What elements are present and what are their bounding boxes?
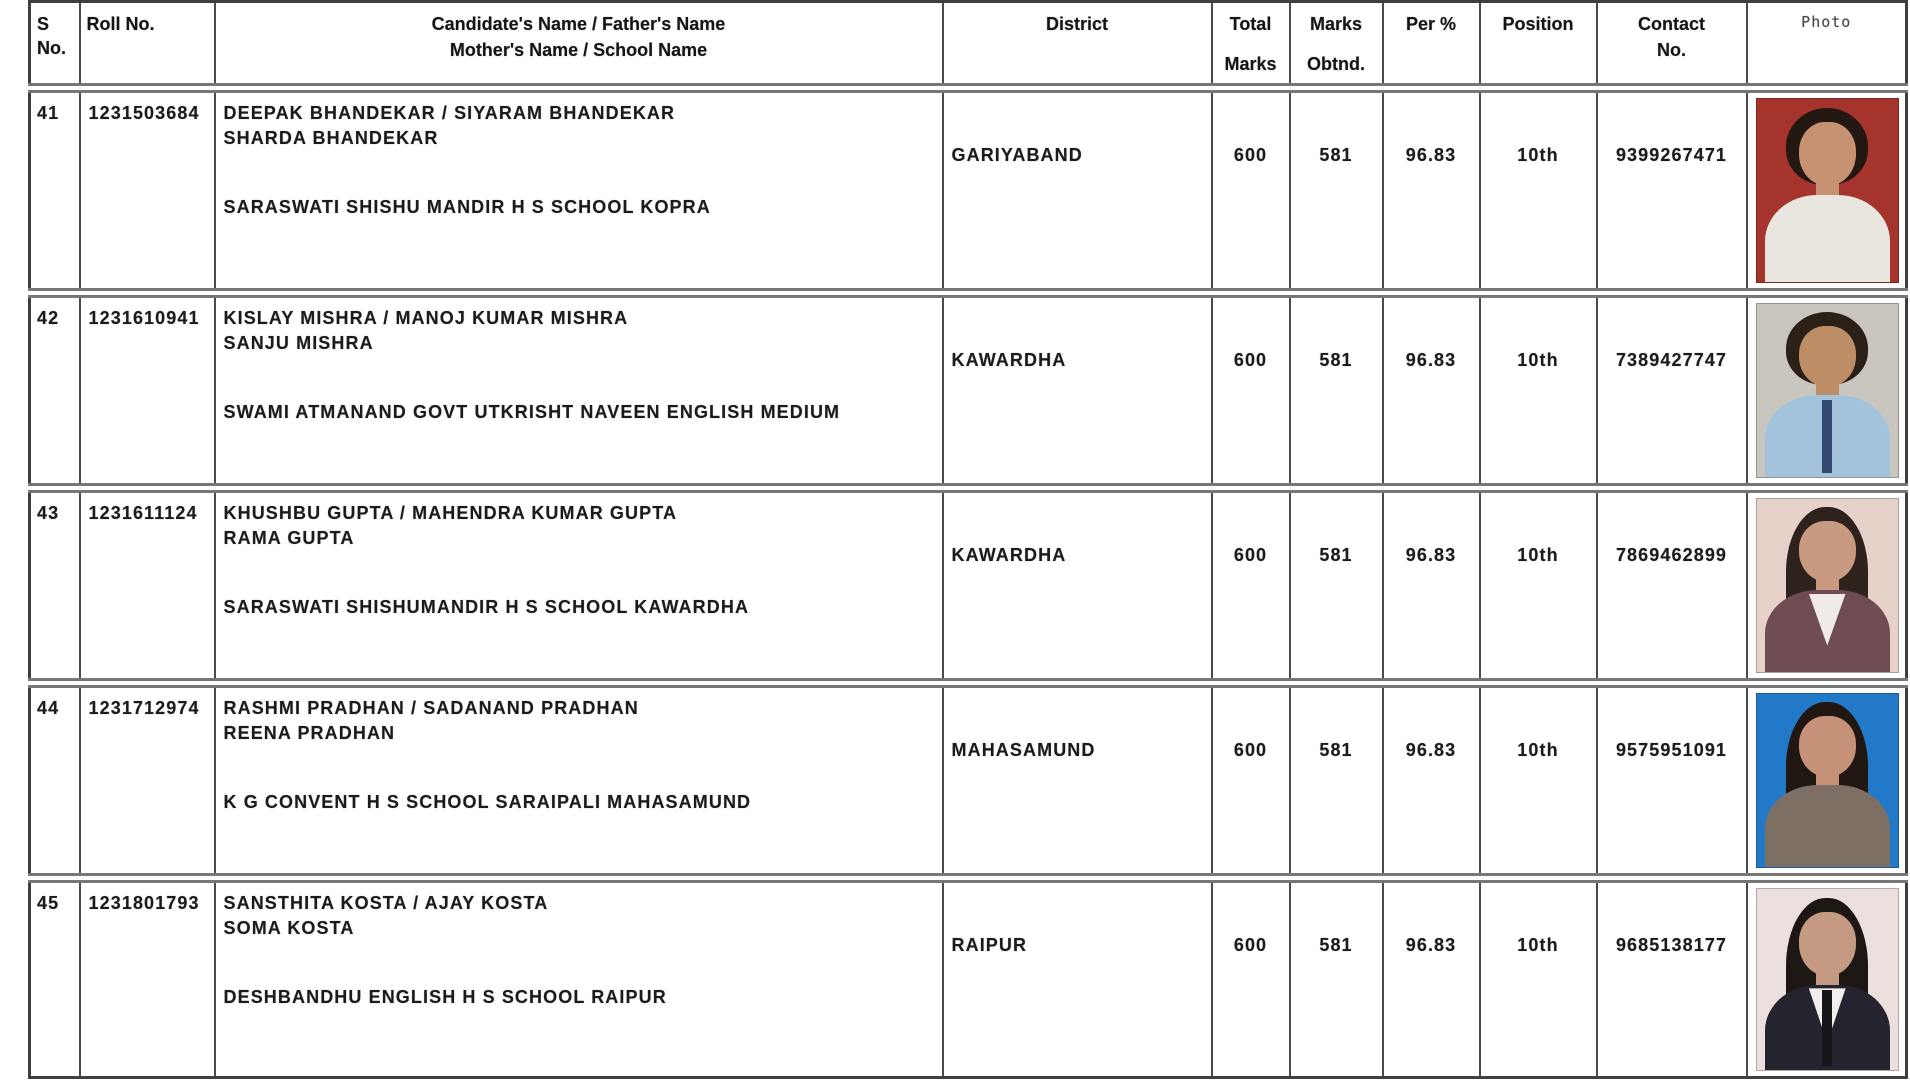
candidate-photo xyxy=(1756,498,1900,673)
district: MAHASAMUND xyxy=(943,683,1212,878)
percentage: 96.83 xyxy=(1383,293,1480,488)
serial-number: 43 xyxy=(30,488,80,683)
marks-obtained: 581 xyxy=(1290,488,1383,683)
roll-number: 1231611124 xyxy=(80,488,215,683)
school-name: SARASWATI SHISHU MANDIR H S SCHOOL KOPRA xyxy=(223,196,711,217)
result-row xyxy=(30,488,1907,683)
contact-number: 7869462899 xyxy=(1597,488,1747,683)
col-header-sno: S No. xyxy=(30,2,80,88)
photo-tie xyxy=(1822,595,1832,668)
position: 10th xyxy=(1480,88,1597,293)
header-row xyxy=(30,2,1907,88)
mother-name: RAMA GUPTA xyxy=(223,527,355,548)
percentage: 96.83 xyxy=(1383,488,1480,683)
photo-cell xyxy=(1747,878,1907,1078)
candidate-details xyxy=(215,488,943,683)
position: 10th xyxy=(1480,683,1597,878)
school-name: SARASWATI SHISHUMANDIR H S SCHOOL KAWARDHA xyxy=(223,596,750,617)
mother-name: SHARDA BHANDEKAR xyxy=(223,127,439,148)
mother-name: REENA PRADHAN xyxy=(223,722,396,743)
position: 10th xyxy=(1480,488,1597,683)
district: KAWARDHA xyxy=(943,293,1212,488)
col-header-position: Position xyxy=(1480,2,1597,88)
candidate-photo xyxy=(1756,303,1900,478)
photo-cell xyxy=(1747,488,1907,683)
col-header-total-line2: Marks xyxy=(1224,54,1277,75)
school-name: DESHBANDHU ENGLISH H S SCHOOL RAIPUR xyxy=(223,986,667,1007)
contact-number: 9575951091 xyxy=(1597,683,1747,878)
district: RAIPUR xyxy=(943,878,1212,1078)
candidate-details xyxy=(215,88,943,293)
district: GARIYABAND xyxy=(943,88,1212,293)
col-header-total-marks xyxy=(1212,2,1290,88)
candidate-details xyxy=(215,878,943,1078)
candidate-father-name: KHUSHBU GUPTA / MAHENDRA KUMAR GUPTA xyxy=(223,502,678,523)
roll-number: 1231801793 xyxy=(80,878,215,1078)
result-row xyxy=(30,878,1907,1078)
candidate-photo xyxy=(1756,693,1900,868)
col-header-district: District xyxy=(943,2,1212,88)
serial-number: 45 xyxy=(30,878,80,1078)
contact-number: 9399267471 xyxy=(1597,88,1747,293)
photo-face xyxy=(1799,521,1856,582)
col-header-name-line1: Candidate's Name / Father's Name xyxy=(431,14,726,34)
total-marks: 600 xyxy=(1212,878,1290,1078)
candidate-photo xyxy=(1756,98,1900,283)
total-marks: 600 xyxy=(1212,488,1290,683)
col-header-marks-line2: Obtnd. xyxy=(1307,54,1365,75)
photo-cell xyxy=(1747,293,1907,488)
marks-obtained: 581 xyxy=(1290,293,1383,488)
candidate-details xyxy=(215,683,943,878)
serial-number: 42 xyxy=(30,293,80,488)
percentage: 96.83 xyxy=(1383,683,1480,878)
photo-cell xyxy=(1747,683,1907,878)
photo-face xyxy=(1799,912,1856,976)
roll-number: 1231610941 xyxy=(80,293,215,488)
school-name: K G CONVENT H S SCHOOL SARAIPALI MAHASAMUND xyxy=(223,791,752,812)
position: 10th xyxy=(1480,878,1597,1078)
candidate-father-name: KISLAY MISHRA / MANOJ KUMAR MISHRA xyxy=(223,307,629,328)
col-header-marks-line1: Marks xyxy=(1309,14,1363,34)
photo-face xyxy=(1799,122,1856,186)
result-row xyxy=(30,293,1907,488)
col-header-name xyxy=(215,2,943,88)
serial-number: 44 xyxy=(30,683,80,878)
photo-tie xyxy=(1822,400,1832,473)
photo-cell xyxy=(1747,88,1907,293)
roll-number: 1231503684 xyxy=(80,88,215,293)
candidate-details xyxy=(215,293,943,488)
col-header-total-line1: Total xyxy=(1229,14,1272,34)
results-table xyxy=(28,0,1908,1079)
result-row xyxy=(30,88,1907,293)
contact-number: 9685138177 xyxy=(1597,878,1747,1078)
col-header-contact-line2: No. xyxy=(1657,40,1686,61)
mother-name: SANJU MISHRA xyxy=(223,332,374,353)
marks-obtained: 581 xyxy=(1290,88,1383,293)
candidate-father-name: SANSTHITA KOSTA / AJAY KOSTA xyxy=(223,892,549,913)
col-header-photo: Photo xyxy=(1747,2,1907,88)
mother-name: SOMA KOSTA xyxy=(223,917,355,938)
col-header-contact-line1: Contact xyxy=(1638,14,1705,34)
total-marks: 600 xyxy=(1212,88,1290,293)
photo-tie xyxy=(1822,201,1832,278)
roll-number: 1231712974 xyxy=(80,683,215,878)
percentage: 96.83 xyxy=(1383,878,1480,1078)
total-marks: 600 xyxy=(1212,293,1290,488)
photo-face xyxy=(1799,716,1856,777)
district: KAWARDHA xyxy=(943,488,1212,683)
school-name: SWAMI ATMANAND GOVT UTKRISHT NAVEEN ENGLISH MEDIUM xyxy=(223,401,841,422)
candidate-photo xyxy=(1756,888,1900,1072)
marks-obtained: 581 xyxy=(1290,878,1383,1078)
col-header-contact xyxy=(1597,2,1747,88)
serial-number: 41 xyxy=(30,88,80,293)
total-marks: 600 xyxy=(1212,683,1290,878)
col-header-roll: Roll No. xyxy=(80,2,215,88)
photo-face xyxy=(1799,326,1856,387)
position: 10th xyxy=(1480,293,1597,488)
col-header-percent: Per % xyxy=(1383,2,1480,88)
photo-tie xyxy=(1822,990,1832,1066)
percentage: 96.83 xyxy=(1383,88,1480,293)
candidate-father-name: RASHMI PRADHAN / SADANAND PRADHAN xyxy=(223,697,639,718)
col-header-marks-obtained xyxy=(1290,2,1383,88)
col-header-name-line2: Mother's Name / School Name xyxy=(449,40,708,61)
marks-obtained: 581 xyxy=(1290,683,1383,878)
result-row xyxy=(30,683,1907,878)
photo-tie xyxy=(1822,790,1832,863)
candidate-father-name: DEEPAK BHANDEKAR / SIYARAM BHANDEKAR xyxy=(223,102,676,123)
contact-number: 7389427747 xyxy=(1597,293,1747,488)
